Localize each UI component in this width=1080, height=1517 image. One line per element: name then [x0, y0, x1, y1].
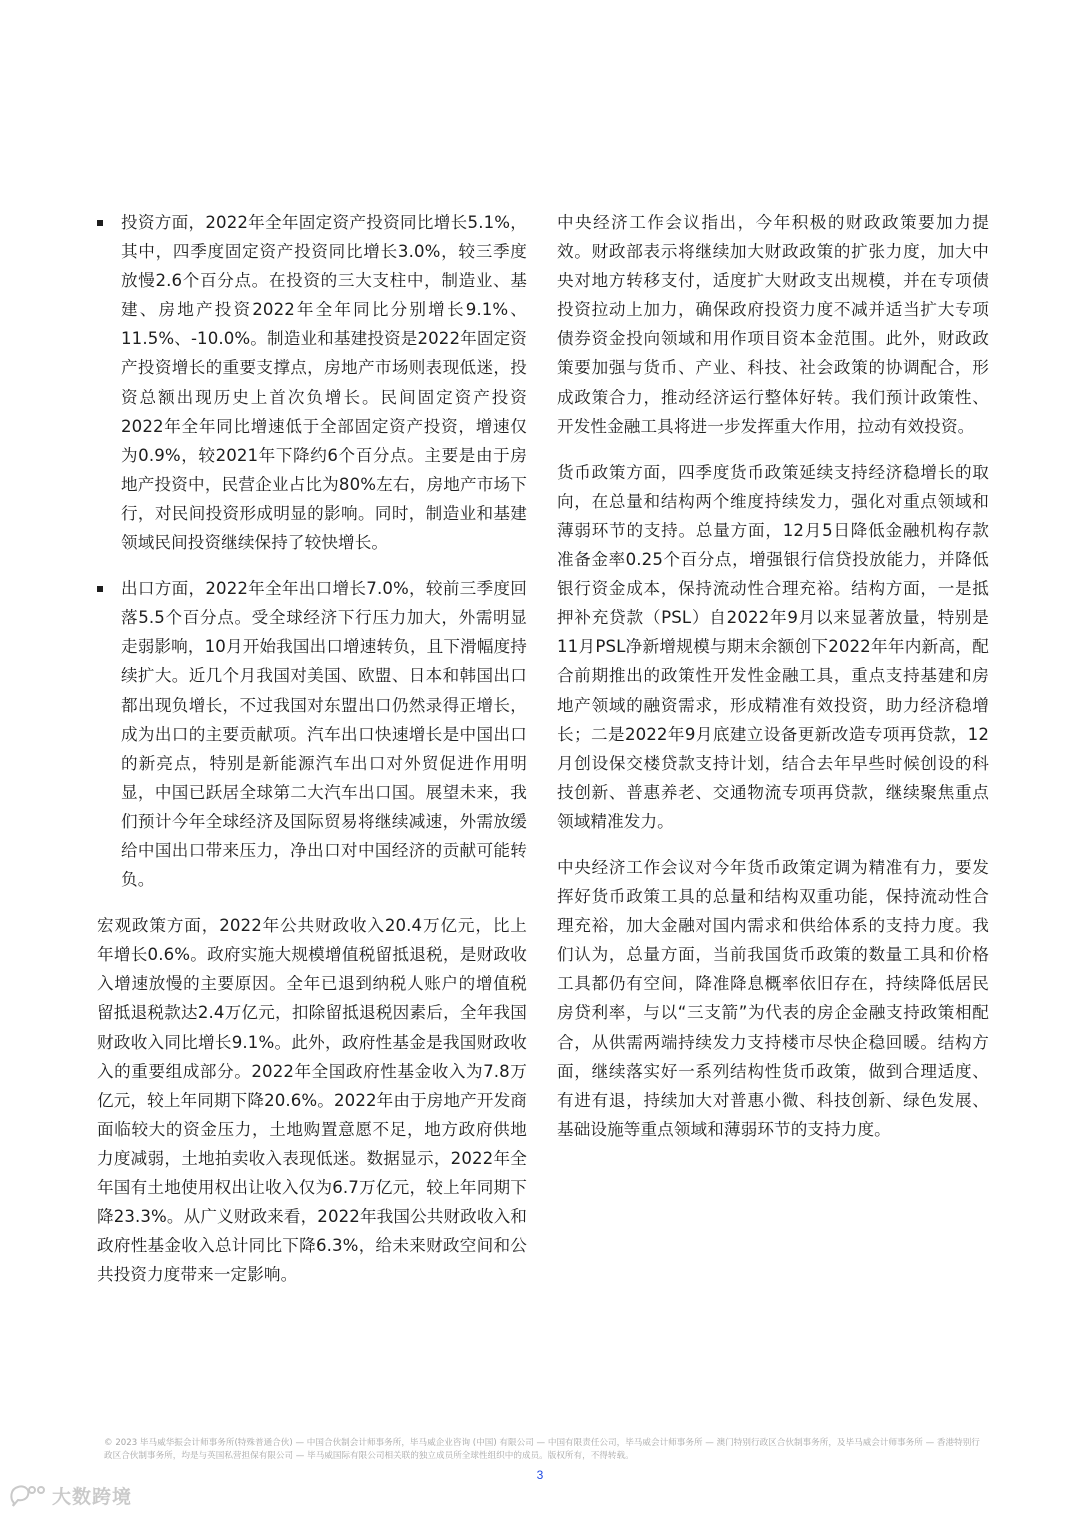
page-number: 3	[536, 1468, 544, 1482]
watermark	[8, 1479, 132, 1511]
bullet-item-investment	[97, 208, 527, 557]
bullet-text: 出口方面，2022年全年出口增长7.0%，较前三季度回落5.5个百分点。受全球经济下行压力加大，外需明显走弱影响，10月开始我国出口增速转负，且下滑幅度持续扩大。近几个月我国对美国、欧盟、日本和韩国出口都出现负增长，不过我国对东盟出口仍然录得正增长，成为出口的主要贡献项。汽车出口快速增长是中国出口的新亮点，特别是新能源汽车出口对外贸促进作用明显，中国已跃居全球第二大汽车出口国。展望未来，我们预计今年全球经济及国际贸易将继续减速，外需放缓给中国出口带来压力，净出口对中国经济的贡献可能转负。	[121, 579, 527, 890]
paragraph-monetary-outlook: 中央经济工作会议对今年货币政策定调为精准有力，要发挥好货币政策工具的总量和结构双重功能，保持流动性合理充裕，加大金融对国内需求和供给体系的支持力度。我们认为，总量方面，当前我国货币政策的数量工具和价格工具都仍有空间，降准降息概率依旧存在，持续降低居民房贷利率，与以“三支箭”为代表的房企金融支持政策相配合，从供需两端持续发力支持楼市尽快企稳回暖。结构方面，继续落实好一系列结构性货币政策，做到合理适度、有进有退，持续加大对普惠小微、科技创新、绿色发展、基础设施等重点领域和薄弱环节的支持力度。	[557, 857, 989, 1139]
paragraph-macro-policy: 宏观政策方面，2022年公共财政收入20.4万亿元，比上年增长0.6%。政府实施大规模增值税留抵退税，是财政收入增速放慢的主要原因。全年已退到纳税人账户的增值税留抵退税款达2.4万亿元，扣除留抵退税因素后，全年我国财政收入同比增长9.1%。此外，政府性基金是我国财政收入的重要组成部分。2022年全国政府性基金收入为7.8万亿元，较上年同期下降20.6%。2022年由于房地产开发商面临较大的资金压力，土地购置意愿不足，地方政府供地力度减弱，土地拍卖收入表现低迷。数据显示，2022年全年国有土地使用权出让收入仅为6.7万亿元，较上年同期下降23.3%。从广义财政来看，2022年我国公共财政收入和政府性基金收入总计同比下降6.3%，给未来财政空间和公共投资力度带来一定影响。	[97, 916, 527, 1285]
bullet-text: 投资方面，2022年全年固定资产投资同比增长5.1%，其中，四季度固定资产投资同比增长3.0%，较三季度放慢2.6个百分点。在投资的三大支柱中，制造业、基建、房地产投资2022年全年同比分别增长9.1%、11.5%、-10.0%。制造业和基建投资是2022年固定资产投资增长的重要支撑点，房地产市场则表现低迷，投资总额出现历史上首次负增长。民间固定资产投资2022年全年同比增速低于全部固定资产投资，增速仅为0.9%，较2021年下降约6个百分点。主要是由于房地产投资中，民营企业占比为80%左右，房地产市场下行，对民间投资形成明显的影响。同时，制造业和基建领域民间投资继续保持了较快增长。	[121, 213, 527, 553]
square-bullet-icon	[97, 586, 103, 592]
left-column	[97, 208, 527, 1306]
paragraph-fiscal-policy: 中央经济工作会议指出，今年积极的财政政策要加力提效。财政部表示将继续加大财政政策的扩张力度，加大中央对地方转移支付，适度扩大财政支出规模，并在专项债投资拉动上加力，确保政府投资力度不减并适当扩大专项债券资金投向领域和用作项目资本金范围。此外，财政政策要加强与货币、产业、科技、社会政策的协调配合，形成政策合力，推动经济运行整体好转。我们预计政策性、开发性金融工具将进一步发挥重大作用，拉动有效投资。	[557, 213, 989, 436]
bullet-item-exports	[97, 574, 527, 894]
watermark-text: 大数跨境	[52, 1485, 133, 1508]
paragraph-monetary-policy: 货币政策方面，四季度货币政策延续支持经济稳增长的取向，在总量和结构两个维度持续发力，强化对重点领域和薄弱环节的支持。总量方面，12月5日降低金融机构存款准备金率0.25个百分点，增强银行信贷投放能力，并降低银行资金成本，保持流动性合理充裕。结构方面，一是抵押补充贷款（PSL）自2022年9月以来显著放量，特别是11月PSL净新增规模与期末余额创下2022年年内新高，配合前期推出的政策性开发性金融工具，重点支持基建和房地产领域的融资需求，形成精准有效投资，助力经济稳增长；二是2022年9月底建立设备更新改造专项再贷款，12月创设保交楼贷款支持计划，结合去年早些时候创设的科技创新、普惠养老、交通物流专项再贷款，继续聚焦重点领域精准发力。	[557, 462, 989, 831]
footer-legal-notice: © 2023 毕马威华振会计师事务所(特殊普通合伙) — 中国合伙制会计师事务所，毕马威企业咨询 (中国) 有限公司 — 中国有限责任公司，毕马威会计师事务所 — 澳门特别行政区合伙制事务所，及毕马威会计师事务所 — 香港特别行政区合伙制事务所，均是与英国私营担保有限公司 — 毕马威国际有限公司相关联的独立成员所全球性组织中的成员。版权所有，不得转载。	[104, 1438, 980, 1461]
square-bullet-icon	[97, 220, 103, 226]
chat-bubble-logo-icon	[8, 1481, 48, 1509]
right-column	[557, 208, 989, 1161]
